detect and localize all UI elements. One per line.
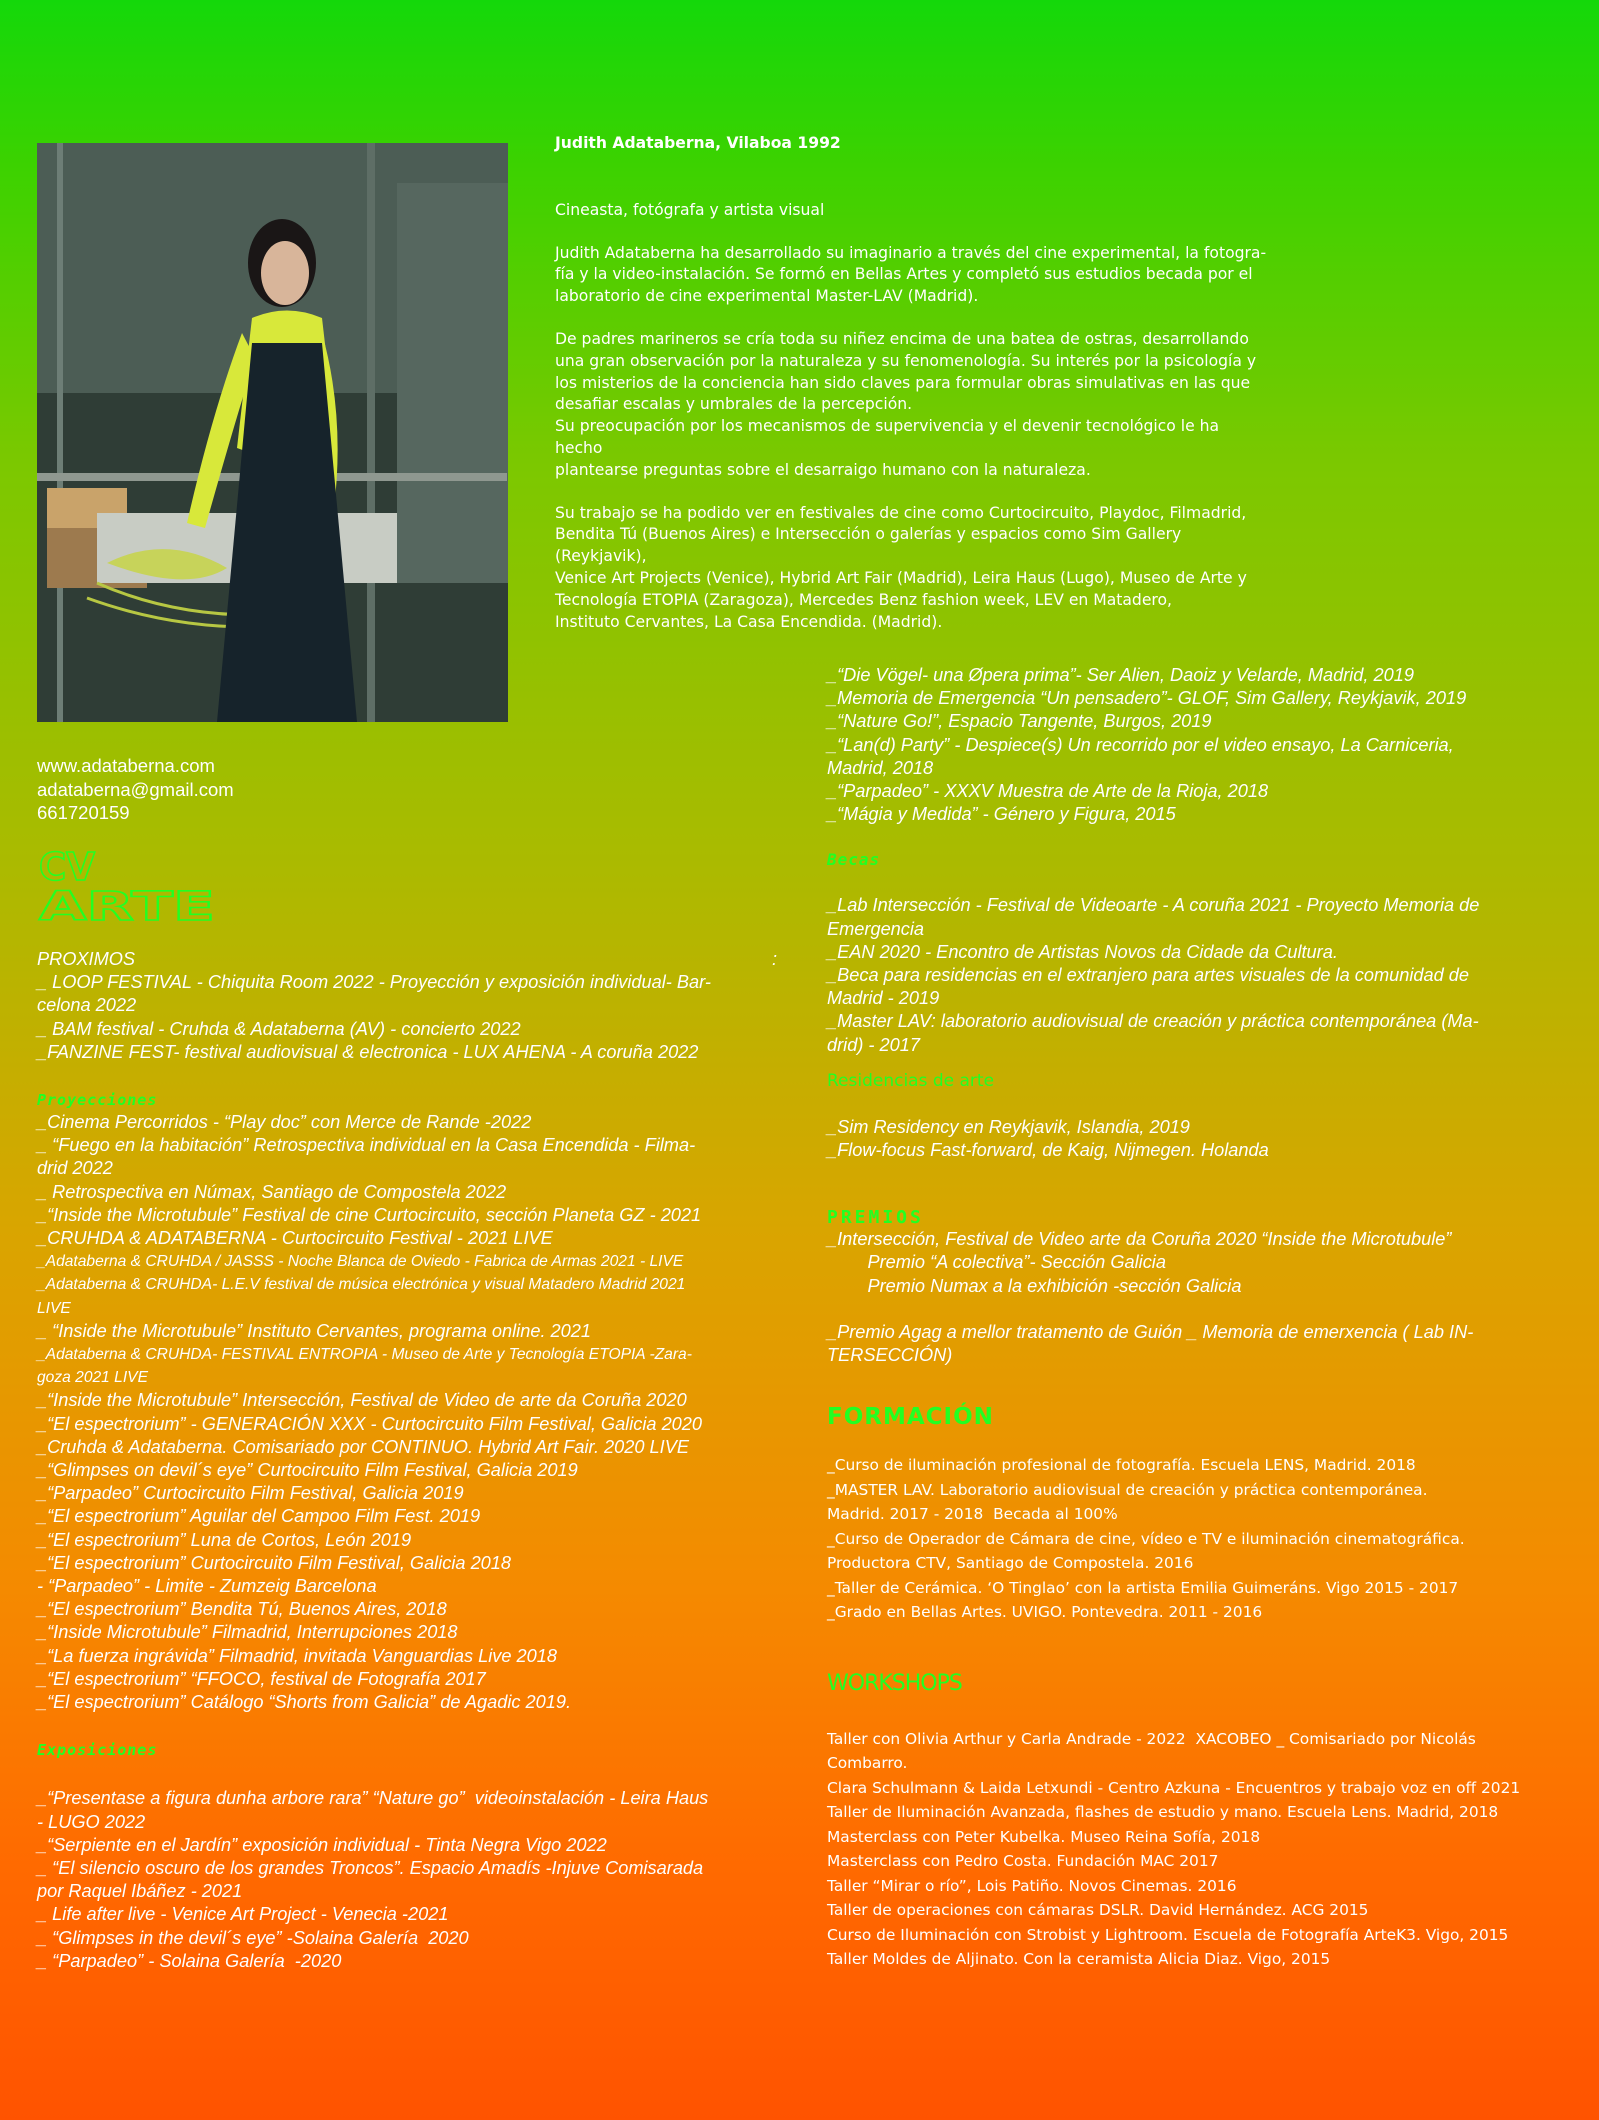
list-item: _Cinema Percorridos - “Play doc” con Merce de Rande -2022	[37, 1112, 532, 1133]
bio-line: los misterios de la conciencia han sido claves para formular obras simulativas en las que	[555, 373, 1251, 392]
list-item: _Beca para residencias en el extranjero para artes visuales de la comunidad de	[827, 965, 1469, 986]
list-item: _Cruhda & Adataberna. Comisariado por CONTINUO. Hybrid Art Fair. 2020 LIVE	[37, 1436, 689, 1457]
proximos-list	[37, 971, 777, 1064]
bio-section	[555, 133, 1267, 654]
bio-paragraph-1	[555, 243, 1267, 308]
list-item: _“El espectrorium” Aguilar del Campoo Film Fest. 2019	[37, 1506, 481, 1527]
list-item: Combarro.	[827, 1754, 908, 1773]
list-item: _EAN 2020 - Encontro de Artistas Novos da Cidade da Cultura.	[827, 941, 1338, 962]
list-item: _“El espectrorium” “FFOCO, festival de Fotografía 2017	[37, 1668, 486, 1689]
list-item: - “Parpadeo” - Limite - Zumzeig Barcelona	[37, 1576, 377, 1597]
becas-list	[827, 894, 1540, 1056]
bio-line: Judith Adataberna ha desarrollado su imaginario a través del cine experimental, la fotogra-	[555, 243, 1267, 262]
list-item: drid) - 2017	[827, 1034, 921, 1055]
list-item: TERSECCIÓN)	[827, 1345, 953, 1366]
bio-line: Tecnología ETOPIA (Zaragoza), Mercedes Benz fashion week, LEV en Matadero,	[555, 590, 1172, 609]
exposiciones-list	[37, 1787, 777, 1973]
formacion-list	[827, 1453, 1540, 1625]
proximos-heading: PROXIMOS	[37, 949, 136, 969]
becas-heading: Becas	[827, 850, 881, 870]
residencias-list	[827, 1116, 1540, 1162]
list-item: _FANZINE FEST- festival audiovisual & electronica - LUX AHENA - A coruña 2022	[37, 1041, 699, 1062]
list-item: _ “Fuego en la habitación” Retrospectiva individual en la Casa Encendida - Filma-	[37, 1135, 696, 1156]
list-item: _Grado en Bellas Artes. UVIGO. Pontevedra. 2011 - 2016	[827, 1603, 1263, 1622]
list-item: Masterclass con Pedro Costa. Fundación MAC 2017	[827, 1852, 1219, 1871]
list-item: _“Parpadeo” - XXXV Muestra de Arte de la Rioja, 2018	[827, 781, 1269, 802]
list-item: _“Inside Microtubule” Filmadrid, Interrupciones 2018	[37, 1622, 458, 1643]
bio-line: Su preocupación por los mecanismos de supervivencia y el devenir tecnológico le ha hecho	[555, 417, 1220, 457]
list-item: - LUGO 2022	[37, 1811, 146, 1832]
list-item: Premio Numax a la exhibición -sección Galicia	[827, 1275, 1242, 1296]
list-item: _Flow-focus Fast-forward, de Kaig, Nijmegen. Holanda	[827, 1140, 1269, 1161]
list-item: _“Parpadeo” Curtocircuito Film Festival, Galicia 2019	[37, 1483, 464, 1504]
list-item: Madrid - 2019	[827, 988, 940, 1009]
list-item: _“Mágia y Medida” - Género y Figura, 2015	[827, 804, 1176, 825]
bio-line: una gran observación por la naturaleza y su fenomenología. Su interés por la psicología y	[555, 351, 1257, 370]
list-item: Premio “A colectiva”- Sección Galicia	[827, 1252, 1166, 1273]
cv-arte-logo	[37, 848, 219, 924]
list-item: _Lab Intersección - Festival de Videoarte - A coruña 2021 - Proyecto Memoria de	[827, 895, 1480, 916]
list-item: _ “Parpadeo” - Solaina Galería -2020	[37, 1950, 342, 1971]
list-item: _“Inside the Microtubule” Festival de cine Curtocircuito, sección Planeta GZ - 2021	[37, 1204, 702, 1225]
bio-line: fía y la video-instalación. Se formó en Bellas Artes y completó sus estudios becada por el	[555, 265, 1253, 284]
list-item: _MASTER LAV. Laboratorio audiovisual de creación y práctica contemporánea.	[827, 1480, 1428, 1499]
bio-line: De padres marineros se cría toda su niñez encima de una batea de ostras, desarrollando	[555, 329, 1249, 348]
list-item: _ Retrospectiva en Númax, Santiago de Compostela 2022	[37, 1181, 507, 1202]
residencias-heading: Residencias de arte	[827, 1070, 995, 1091]
bio-line: laboratorio de cine experimental Master-LAV (Madrid).	[555, 287, 979, 306]
bio-paragraph-3	[555, 503, 1267, 634]
website-link[interactable]: www.adataberna.com	[37, 755, 215, 776]
portrait-photo	[37, 143, 508, 722]
list-item: _CRUHDA & ADATABERNA - Curtocircuito Festival - 2021 LIVE	[37, 1228, 553, 1249]
list-item: Taller “Mirar o río”, Lois Patiño. Novos Cinemas. 2016	[827, 1876, 1237, 1895]
artist-role: Cineasta, fotógrafa y artista visual	[555, 200, 825, 219]
list-item: LIVE	[37, 1299, 71, 1317]
list-item: _ “Glimpses in the devil´s eye” -Solaina Galería 2020	[37, 1927, 469, 1948]
list-item: por Raquel Ibáñez - 2021	[37, 1881, 243, 1902]
bio-line: plantearse preguntas sobre el desarraigo humano con la naturaleza.	[555, 460, 1091, 479]
exposiciones-heading: Exposiciones	[37, 1741, 158, 1760]
list-item: drid 2022	[37, 1158, 113, 1179]
exhibitions-continued-list	[827, 664, 1540, 826]
list-item: _Curso de iluminación profesional de fotografía. Escuela LENS, Madrid. 2018	[827, 1456, 1416, 1475]
list-item: _ LOOP FESTIVAL - Chiquita Room 2022 - Proyección y exposición individual- Bar-	[37, 972, 711, 993]
list-item: _“Nature Go!”, Espacio Tangente, Burgos, 2019	[827, 711, 1212, 732]
list-item: _“El espectrorium” Catálogo “Shorts from Galicia” de Agadic 2019.	[37, 1692, 572, 1713]
proximos-header-row	[37, 948, 777, 971]
bio-line: Bendita Tú (Buenos Aires) e Intersección o galerías y espacios como Sim Gallery (Reykjavik),	[555, 525, 1182, 566]
proyecciones-list	[37, 1111, 777, 1714]
workshops-list	[827, 1727, 1540, 1972]
list-item: goza 2021 LIVE	[37, 1369, 148, 1387]
list-item: _“El espectrorium” Bendita Tú, Buenos Aires, 2018	[37, 1599, 447, 1620]
list-item: Taller Moldes de Aljinato. Con la ceramista Alicia Diaz. Vigo, 2015	[827, 1950, 1331, 1969]
logo-line-2: ARTE	[39, 884, 215, 924]
bio-line: Su trabajo se ha podido ver en festivales de cine como Curtocircuito, Playdoc, Filmadrid,	[555, 503, 1247, 522]
bio-line: Instituto Cervantes, La Casa Encendida. (Madrid).	[555, 612, 943, 631]
premios-list	[827, 1228, 1540, 1298]
list-item: Clara Schulmann & Laida Letxundi - Centro Azkuna - Encuentros y trabajo voz en off 2021	[827, 1778, 1521, 1797]
logo-line-1: CV	[39, 848, 96, 889]
list-item: _ “Inside the Microtubule” Instituto Cervantes, programa online. 2021	[37, 1320, 592, 1341]
list-item: _“Die Vögel- una Øpera prima”- Ser Alien, Daoiz y Velarde, Madrid, 2019	[827, 665, 1414, 685]
list-item: _ “El silencio oscuro de los grandes Troncos”. Espacio Amadís -Injuve Comisarada	[37, 1857, 704, 1878]
artist-name: Judith Adataberna, Vilaboa 1992	[555, 134, 841, 152]
phone-number: 661720159	[37, 802, 130, 823]
list-item: _Curso de Operador de Cámara de cine, vídeo e TV e iluminación cinematográfica.	[827, 1529, 1465, 1548]
list-item: _Sim Residency en Reykjavik, Islandia, 2019	[827, 1116, 1190, 1137]
list-item: _Adataberna & CRUHDA- L.E.V festival de música electrónica y visual Matadero Madrid 2021	[37, 1276, 686, 1294]
list-item: _“Lan(d) Party” - Despiece(s) Un recorrido por el video ensayo, La Carniceria,	[827, 734, 1454, 755]
bio-line: Venice Art Projects (Venice), Hybrid Art Fair (Madrid), Leira Haus (Lugo), Museo de Arte y	[555, 568, 1247, 587]
list-item: _“Inside the Microtubule” Intersección, Festival de Video de arte da Coruña 2020	[37, 1390, 687, 1411]
premios-extra-list	[827, 1321, 1540, 1367]
list-item: _“Serpiente en el Jardín” exposición individual - Tinta Negra Vigo 2022	[37, 1834, 607, 1855]
list-item: Productora CTV, Santiago de Compostela. 2016	[827, 1554, 1194, 1573]
list-item: _“El espectrorium” Curtocircuito Film Festival, Galicia 2018	[37, 1552, 512, 1573]
list-item: _“El espectrorium” - GENERACIÓN XXX - Curtocircuito Film Festival, Galicia 2020	[37, 1413, 703, 1434]
list-item: _“La fuerza ingrávida” Filmadrid, invitada Vanguardias Live 2018	[37, 1645, 557, 1666]
premios-heading: PREMIOS	[827, 1207, 924, 1229]
list-item: Madrid. 2017 - 2018 Becada al 100%	[827, 1505, 1118, 1524]
portrait-illustration	[37, 143, 508, 722]
list-item: _ BAM festival - Cruhda & Adataberna (AV) - concierto 2022	[37, 1018, 521, 1039]
formacion-heading: FORMACIÓN	[827, 1404, 994, 1431]
list-item: _Adataberna & CRUHDA / JASSS - Noche Blanca de Oviedo - Fabrica de Armas 2021 - LIVE	[37, 1253, 684, 1271]
proyecciones-heading: Proyecciones	[37, 1091, 158, 1110]
list-item: _ Life after live - Venice Art Project - Venecia -2021	[37, 1904, 449, 1925]
workshops-heading: WORKSHOPS	[827, 1670, 962, 1696]
contact-block	[37, 754, 234, 825]
list-item: _Memoria de Emergencia “Un pensadero”- GLOF, Sim Gallery, Reykjavik, 2019	[827, 688, 1467, 709]
list-item: _Master LAV: laboratorio audiovisual de creación y práctica contemporánea (Ma-	[827, 1011, 1479, 1032]
bio-line: desafiar escalas y umbrales de la percepción.	[555, 395, 913, 414]
list-item: Taller con Olivia Arthur y Carla Andrade - 2022 XACOBEO _ Comisariado por Nicolás	[827, 1729, 1476, 1748]
list-item: Masterclass con Peter Kubelka. Museo Reina Sofía, 2018	[827, 1827, 1261, 1846]
list-item: _Intersección, Festival de Video arte da Coruña 2020 “Inside the Microtubule”	[827, 1229, 1452, 1250]
list-item: Taller de Iluminación Avanzada, flashes de estudio y mano. Escuela Lens. Madrid, 2018	[827, 1803, 1499, 1822]
left-column	[37, 948, 777, 1973]
list-item: _“Presentase a figura dunha arbore rara” “Nature go” videoinstalación - Leira Haus	[37, 1788, 709, 1809]
list-item: Curso de Iluminación con Strobist y Lightroom. Escuela de Fotografía ArteK3. Vigo, 2015	[827, 1925, 1509, 1944]
list-item: Madrid, 2018	[827, 757, 934, 778]
list-item: _“El espectrorium” Luna de Cortos, León 2019	[37, 1529, 412, 1550]
right-column	[827, 664, 1540, 1972]
bio-paragraph-2	[555, 329, 1267, 482]
email-link[interactable]: adataberna@gmail.com	[37, 778, 234, 800]
list-item: _Premio Agag a mellor tratamento de Guión _ Memoria de emerxencia ( Lab IN-	[827, 1321, 1474, 1342]
list-item: _Taller de Cerámica. ‘O Tinglao’ con la artista Emilia Guimeráns. Vigo 2015 - 2017	[827, 1578, 1459, 1597]
proximos-colon: :	[771, 949, 777, 969]
list-item: _“Glimpses on devil´s eye” Curtocircuito Film Festival, Galicia 2019	[37, 1460, 578, 1481]
list-item: _Adataberna & CRUHDA- FESTIVAL ENTROPIA - Museo de Arte y Tecnología ETOPIA -Zara-	[37, 1346, 692, 1364]
list-item: Taller de operaciones con cámaras DSLR. David Hernández. ACG 2015	[827, 1901, 1369, 1920]
list-item: Emergencia	[827, 918, 925, 939]
list-item: celona 2022	[37, 995, 137, 1016]
